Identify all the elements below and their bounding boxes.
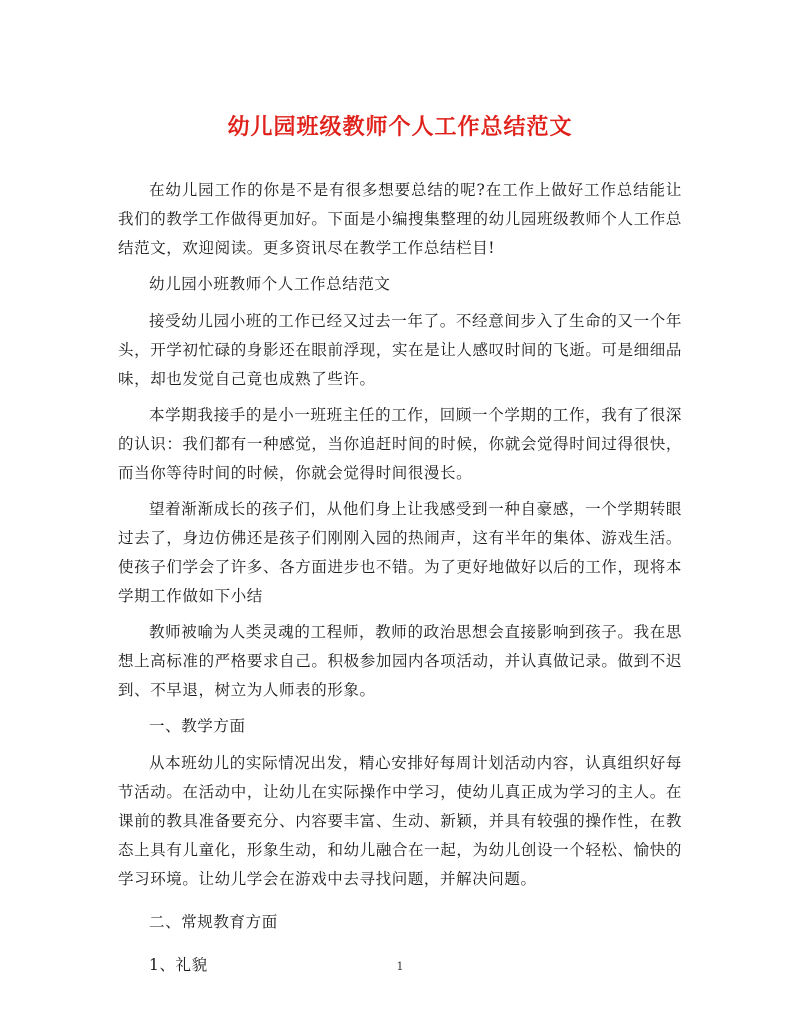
section-subtitle: 幼儿园小班教师个人工作总结范文 [149,275,391,293]
document-body [118,176,682,987]
document-title: 幼儿园班级教师个人工作总结范文 [227,114,573,140]
intro-paragraph: 在幼儿园工作的你是不是有很多想要总结的呢?在工作上做好工作总结能让我们的教学工作做得更加好。下面是小编搜集整理的幼儿园班级教师个人工作总结范文，欢迎阅读。更多资讯尽在教学工作总结栏目! [118,181,682,257]
body-paragraph: 望着渐渐成长的孩子们，从他们身上让我感受到一种自豪感，一个学期转眼过去了，身边仿佛还是孩子们刚刚入园的热闹声，这有半年的集体、游戏生活。使孩子们学会了许多、各方面进步也不错。为了更好地做好以后的工作，现将本学期工作做如下小结 [118,500,682,605]
body-paragraph: 从本班幼儿的实际情况出发，精心安排好每周计划活动内容，认真组织好每节活动。在活动中，让幼儿在实际操作中学习，使幼儿真正成为学习的主人。在课前的教具准备要充分、内容要丰富、生动、新颖，并具有较强的操作性，在教态上具有儿童化，形象生动，和幼儿融合在一起，为幼儿创设一个轻松、愉快的学习环境。让幼儿学会在游戏中去寻找问题，并解决问题。 [118,754,682,888]
body-paragraph: 教师被喻为人类灵魂的工程师，教师的政治思想会直接影响到孩子。我在思想上高标准的严格要求自己。积极参加园内各项活动，并认真做记录。做到不迟到、不早退，树立为人师表的形象。 [118,623,682,699]
body-paragraph: 本学期我接手的是小一班班主任的工作，回顾一个学期的工作，我有了很深的认识：我们都有一种感觉，当你追赶时间的时候，你就会觉得时间过得很快，而当你等待时间的时候，你就会觉得时间很漫长。 [118,406,682,482]
section-heading-teaching: 一、教学方面 [149,717,246,735]
page-number: 1 [396,960,404,973]
body-paragraph: 接受幼儿园小班的工作已经又过去一年了。不经意间步入了生命的又一个年头，开学初忙碌的身影还在眼前浮现，实在是让人感叹时间的飞逝。可是细细品味，却也发觉自己竟也成熟了些许。 [118,312,682,388]
section-heading-routine: 二、常规教育方面 [149,913,278,931]
subsection-heading-manners: 1、礼貌 [149,956,208,974]
